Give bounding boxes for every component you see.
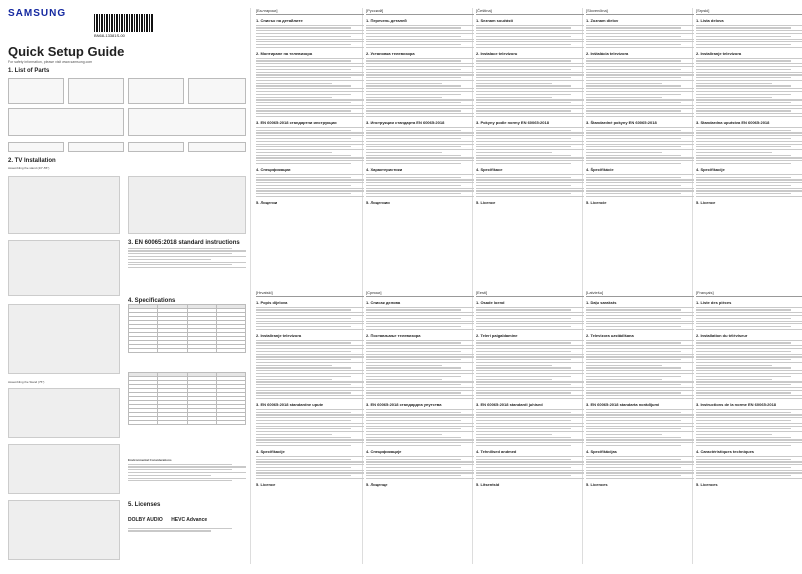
section-heading: 3. EN 60065:2018 standardi juhised: [476, 402, 543, 408]
section-heading: 2. Монтиране на телевизора: [256, 51, 313, 57]
section-heading: 2. Inštalácia televízora: [586, 51, 629, 57]
barcode-icon: [94, 14, 154, 32]
section-heading: 4. Specifikacije: [256, 449, 285, 455]
section-specifications: 4. Specifications: [128, 298, 176, 304]
language-column: [696, 8, 802, 568]
page-title: Quick Setup Guide: [8, 44, 125, 59]
part-item: [8, 78, 64, 104]
language-section: [696, 290, 802, 487]
language-section: [476, 290, 584, 487]
parts-grid: [8, 78, 246, 138]
section-heading: 4. Specifikācijas: [586, 449, 617, 455]
stand-illustration: [8, 500, 120, 560]
language-label: [Srpski]: [696, 8, 802, 15]
section-heading: 3. EN 60065:2018 standardne upute: [256, 402, 324, 408]
part-item: [188, 78, 246, 104]
section-heading: 2. Televizora uzstādīšana: [586, 333, 634, 339]
language-column: [586, 8, 694, 568]
licenses-section: [128, 502, 246, 532]
section-heading: 5. Лиценце: [366, 482, 388, 488]
section-heading: 1. Списък на детайлите: [256, 18, 303, 23]
part-item: [128, 78, 184, 104]
section-heading: 4. Specifikacije: [696, 167, 725, 173]
env-heading: Environmental Considerations: [128, 458, 172, 462]
language-label: [Hrvatski]: [256, 290, 364, 297]
part-item: [128, 108, 246, 136]
section-heading: 2. Постављање телевизора: [366, 333, 421, 339]
stand-illustration: [128, 176, 246, 234]
stand-illustration: [8, 240, 120, 296]
language-section: [586, 290, 694, 487]
install-subheading: Assembling the stand (43"-55"): [8, 166, 50, 170]
section-heading: 1. Zoznam dielov: [586, 18, 619, 23]
section-heading: 3. Standardna uputstva EN 60065:2018: [696, 120, 770, 126]
section-heading: 4. Спецификације: [366, 449, 402, 455]
language-section: [256, 8, 364, 205]
section-heading: 2. Installation du téléviseur: [696, 333, 748, 339]
install-subheading: Assembling the Stand (75"): [8, 380, 45, 384]
language-section: [256, 290, 364, 487]
section-heading: 3. Instructions de la norme EN 60065:2018: [696, 402, 777, 408]
language-section: [366, 290, 474, 487]
language-column: [366, 8, 474, 568]
section-heading: 2. Teleri paigaldamine: [476, 333, 518, 339]
section-heading: 5. Лицензи: [256, 200, 278, 206]
specs-section: [128, 298, 246, 366]
section-heading: 5. Лицензии: [366, 200, 390, 206]
section-heading: 1. Popis dijelova: [256, 300, 288, 305]
stand-illustration: [8, 388, 120, 438]
language-label: [Српски]: [366, 290, 474, 297]
language-section: [696, 8, 802, 205]
section-heading: 1. Osade loend: [476, 300, 505, 305]
section-list-of-parts: 1. List of Parts: [8, 68, 50, 74]
section-heading: 4. Caractéristiques techniques: [696, 449, 755, 455]
product-code: BN68-13381S-00: [94, 33, 125, 38]
section-heading: 5. Licences: [696, 482, 718, 488]
wall-mount-illustration: [8, 304, 120, 374]
spec-table: [128, 304, 246, 353]
section-heading: 5. Licence: [256, 482, 276, 488]
section-heading: 2. Instaliranje televizora: [696, 51, 742, 57]
language-label: [Български]: [256, 8, 364, 15]
stand-illustration: [8, 444, 120, 494]
section-heading: 4. Спецификации: [256, 167, 291, 173]
language-label: [Русский]: [366, 8, 474, 15]
hevc-advance-logo: HEVC Advance: [171, 517, 208, 523]
environment-section: [128, 458, 246, 498]
section-heading: 4. Tehnilised andmed: [476, 449, 517, 455]
section-heading: 3. Pokyny podle normy EN 60065:2018: [476, 120, 549, 126]
parts-row: [8, 142, 246, 152]
section-heading: 2. Instaliranje televizora: [256, 333, 302, 339]
section-heading: 5. Licences: [586, 482, 608, 488]
language-section: [476, 8, 584, 205]
section-standard-instructions: 3. EN 60065:2018 standard instructions: [128, 240, 240, 246]
stand-illustration: [8, 176, 120, 234]
section-heading: 1. Seznam součástí: [476, 18, 513, 23]
language-label: [Čeština]: [476, 8, 584, 15]
language-label: [Français]: [696, 290, 802, 297]
section-heading: 3. EN 60065:2018 стандардна упутства: [366, 402, 442, 408]
spec-table-2: [128, 372, 246, 452]
section-heading: 3. EN 60065:2018 стандартни инструкции: [256, 120, 337, 126]
section-heading: 5. Licence: [696, 200, 716, 206]
standard-instructions: [128, 240, 246, 296]
section-heading: 1. Lista delova: [696, 18, 724, 23]
language-column: [476, 8, 584, 568]
section-heading: 3. EN 60065:2018 standarta norādījumi: [586, 402, 660, 408]
section-heading: 2. Instalace televizoru: [476, 51, 518, 57]
page-subtitle: For safety information, please visit www.samsung.com: [8, 60, 93, 64]
language-label: [Eesti]: [476, 290, 584, 297]
language-section: [586, 8, 694, 205]
dolby-audio-logo: DOLBY AUDIO: [128, 517, 163, 523]
section-heading: 1. Списак делова: [366, 300, 401, 305]
section-licenses: 5. Licenses: [128, 502, 161, 508]
section-heading: 1. Liste des pièces: [696, 300, 732, 305]
samsung-logo: SAMSUNG: [8, 8, 67, 19]
section-tv-installation: 2. TV Installation: [8, 158, 56, 164]
section-heading: 5. Litsentsid: [476, 482, 500, 488]
section-heading: 2. Установка телевизора: [366, 51, 415, 57]
section-heading: 1. Перечень деталей: [366, 18, 407, 23]
section-heading: 5. Licencie: [586, 200, 607, 206]
part-item: [68, 78, 124, 104]
language-column: [256, 8, 364, 568]
part-item: [8, 108, 124, 136]
language-section: [366, 8, 474, 205]
language-label: [Slovenčina]: [586, 8, 694, 15]
section-heading: 4. Špecifikácie: [586, 167, 614, 173]
section-heading: 3. Štandardné pokyny EN 60065:2018: [586, 120, 657, 126]
section-heading: 1. Daļu saraksts: [586, 300, 617, 305]
english-panel: [8, 8, 246, 568]
section-heading: 5. Licence: [476, 200, 496, 206]
section-heading: 4. Specifikace: [476, 167, 503, 173]
section-heading: 4. Характеристики: [366, 167, 403, 173]
language-label: [Latviešu]: [586, 290, 694, 297]
section-heading: 3. Инструкции стандарта EN 60065:2018: [366, 120, 445, 126]
